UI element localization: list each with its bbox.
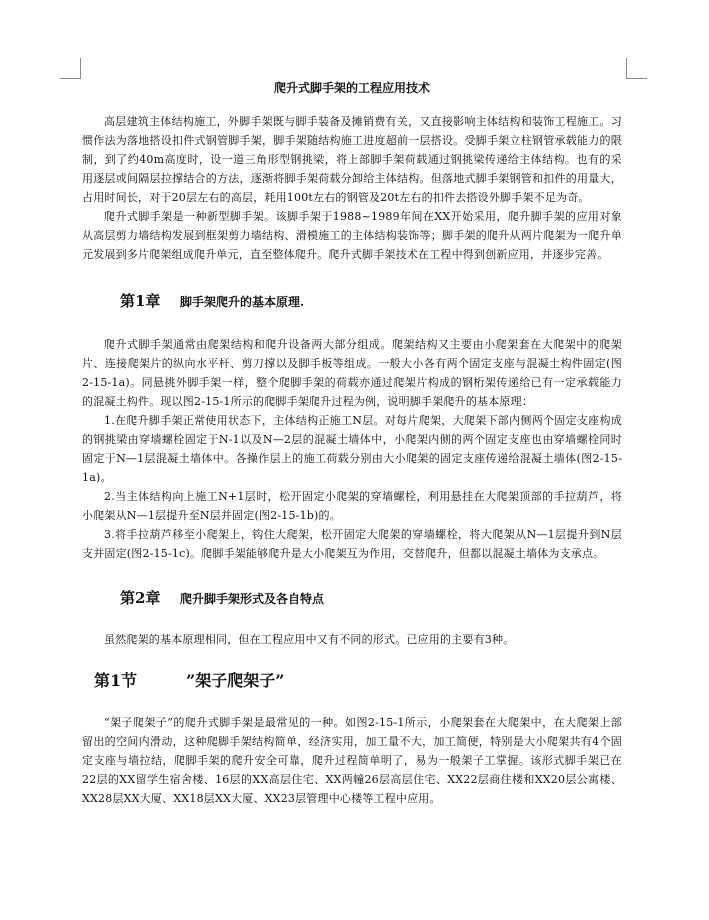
body-paragraph: 虽然爬架的基本原理相同，但在工程应用中又有不同的形式。已应用的主要有3种。: [104, 633, 515, 646]
intro-paragraph: 高层建筑主体结构施工，外脚手架既与脚手装备及摊销费有关，又直接影响主体结构和装饰工程施工。习惯作法为落地搭设扣件式钢管脚手架，脚手架随结构施工进度超前一层搭设。受脚手架立柱钢管承载能力的限制，到了约40m高度时，设一道三角形型钢挑梁，将上部脚手架荷载通过钢挑梁传递给主体结构。也有的采用逐层或间隔层拉撑结合的方法，逐渐将脚手架荷载分卸给主体结构。但落地式脚手架钢管和扣件的用量大，占用时间长，对于20层左右的高层，耗用100t左右的钢管及20t左右的扣件去搭设外脚手架不足为奇。: [82, 115, 622, 204]
chapter-number: 第2章: [120, 589, 161, 607]
document-page: [82, 78, 622, 808]
crop-mark-top-right: [626, 58, 647, 79]
chapter-heading: [82, 587, 622, 610]
section-title: ”架子爬架子”: [186, 671, 285, 690]
body-paragraph: “架子爬架子”的爬升式脚手架是最常见的一种。如图2-15-1所示，小爬架套在大爬架中，在大爬架上部留出的空间内滑动，这种爬脚手架结构简单，经济实用，加工量不大，加工简便，特别是大小爬架共有4个固定支座与墙拉结，爬脚手架的爬升安全可靠，爬升过程简单明了，易为一般架子工掌握。该形式脚手架已在22层的XX留学生宿舍楼、16层的XX高层住宅、XX两幢26层高层住宅、XX22层商住楼和XX20层公寓楼、XX28层XX大厦、XX18层XX大厦、XX23层管理中心楼等工程中应用。: [82, 716, 622, 805]
document-title: 爬升式脚手架的工程应用技术: [273, 81, 430, 95]
chapter-title: 脚手架爬升的基本原理.: [180, 295, 305, 309]
intro-paragraph: 爬升式脚手架是一种新型脚手架。该脚手架于1988~1989年间在XX开始采用，爬升脚手架的应用对象从高层剪力墙结构发展到框架剪力墙结构、滑模施工的主体结构装饰等；脚手架的爬升从两片爬架为一爬升单元发展到多片爬架组成爬升单元，直至整体爬升。爬升式脚手架技术在工程中得到创新应用，并逐步完善。: [82, 210, 622, 261]
chapter-heading: [82, 290, 622, 313]
section-number: 第1节: [94, 671, 138, 690]
chapter-title: 爬升脚手架形式及各自特点: [180, 592, 325, 606]
body-paragraph: 爬升式脚手架通常由爬架结构和爬升设备两大部分组成。爬架结构又主要由小爬架套在大爬架中的爬架片、连接爬架片的纵向水平杆、剪刀撑以及脚手板等组成。一般大小各有两个固定支座与混凝土构件固定(图2-15-1a)。同悬挑外脚手架一样，整个爬脚手架的荷载亦通过爬架片构成的钢桁架传递给已有一定承载能力的混凝土构件。现以图2-15-1所示的爬脚手架爬升过程为例，说明脚手架爬升的基本原理：: [82, 338, 622, 408]
numbered-paragraph: 1.在爬升脚手架正常使用状态下，主体结构正施工N层。对每片爬架，大爬架下部内侧两个固定支座构成的钢挑梁由穿墙螺栓固定于N-1以及N—2层的混凝土墙体中，小爬架内侧的两个固定支座也由穿墙螺栓同时固定于N—1层混凝土墙体中。各操作层上的施工荷载分别由大小爬架的固定支座传递给混凝土墙体(图2-15-1a)。: [82, 414, 622, 484]
section-heading: [82, 669, 622, 693]
chapter-number: 第1章: [120, 292, 161, 310]
numbered-paragraph: 3.将手拉葫芦移至小爬架上，钩住大爬架，松开固定大爬架的穿墙螺栓，将大爬架从N—1层提升到N层支并固定(图2-15-1c)。爬脚手架能够爬升是大小爬架互为作用，交替爬升，但都以混凝土墙体为支承点。: [82, 528, 622, 560]
numbered-paragraph: 2.当主体结构向上施工N+1层时，松开固定小爬架的穿墙螺栓，利用悬挂在大爬架顶部的手拉葫芦，将小爬架从N—1层提升至N层并固定(图2-15-1b)的。: [82, 490, 622, 522]
crop-mark-top-left: [60, 58, 81, 79]
